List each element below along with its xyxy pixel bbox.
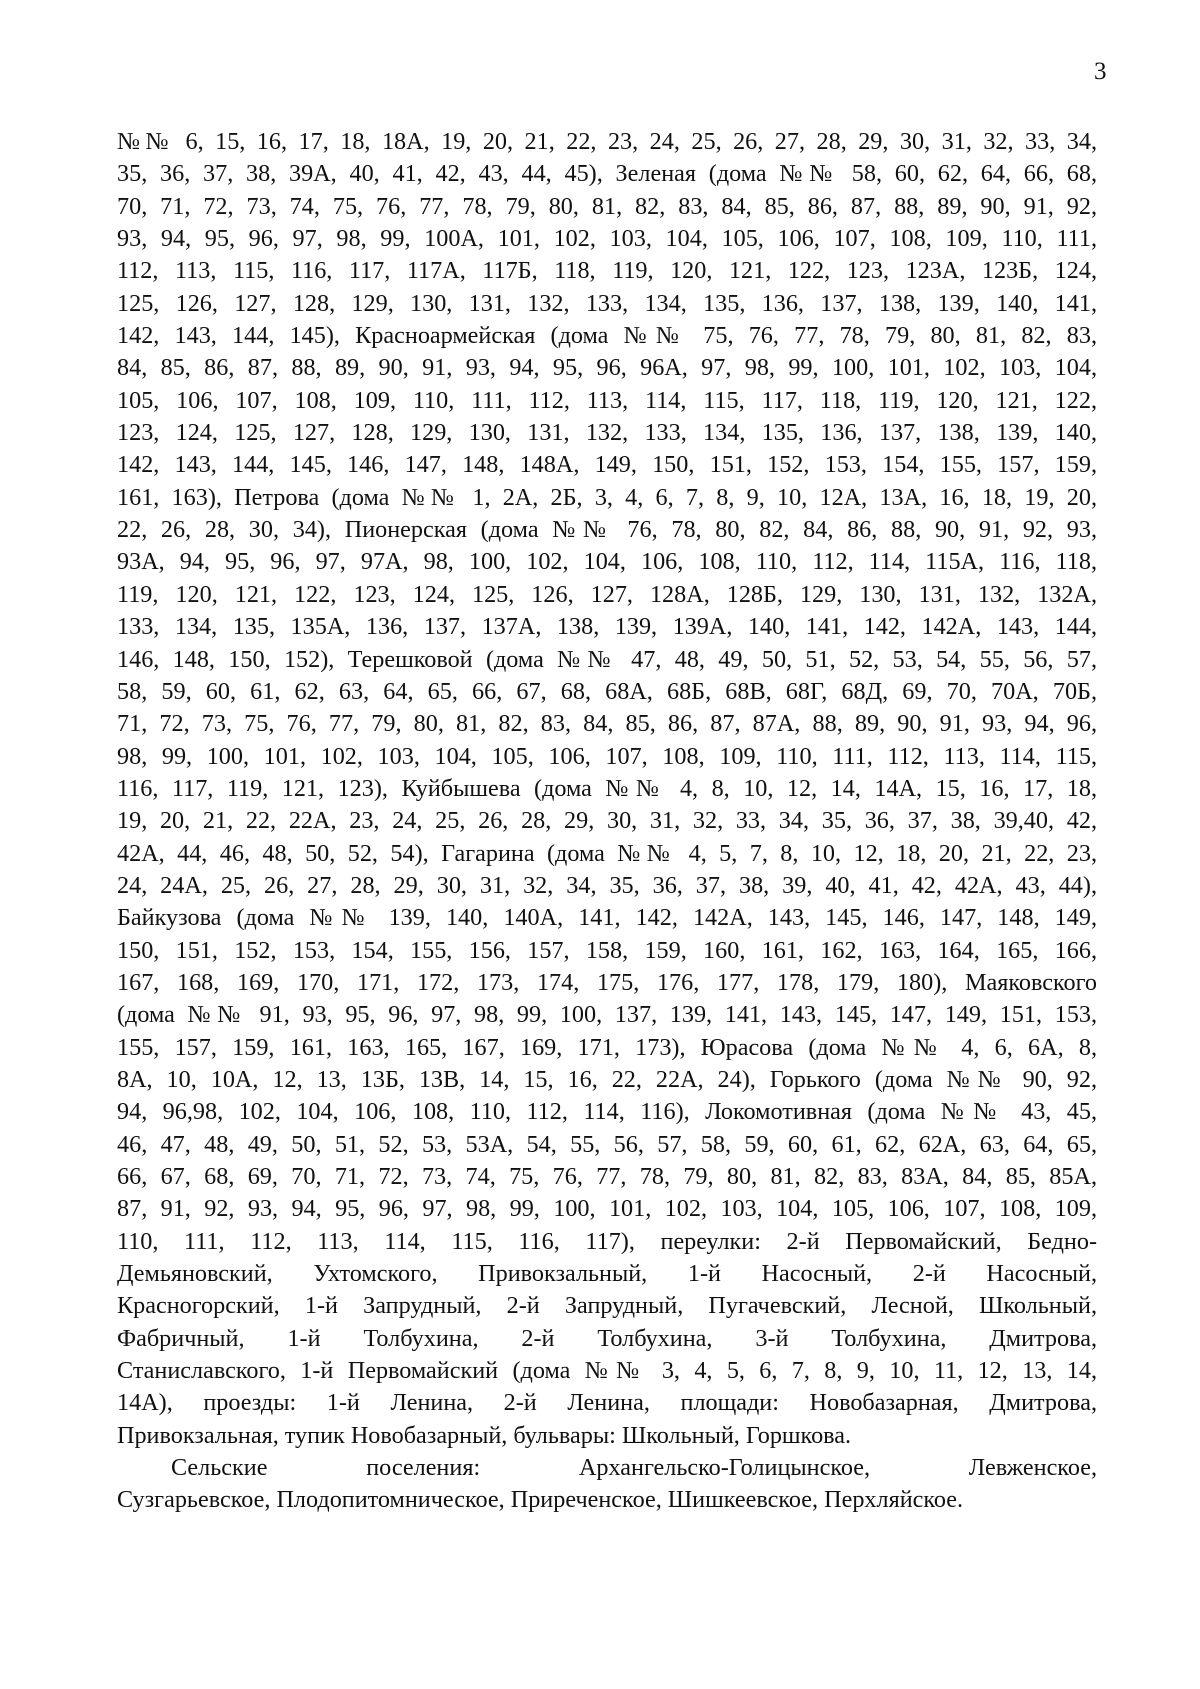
text-line: 46, 47, 48, 49, 50, 51, 52, 53, 53А, 54, 55, 56, 57, 58, 59, 60, 61, 62, 62А, 63, 64, 65, — [117, 1130, 1097, 1158]
text-line: 84, 85, 86, 87, 88, 89, 90, 91, 93, 94, 95, 96, 96А, 97, 98, 99, 100, 101, 102, 103, 104, — [117, 354, 1097, 382]
text-line: 150, 151, 152, 153, 154, 155, 156, 157, 158, 159, 160, 161, 162, 163, 164, 165, 166, — [117, 936, 1097, 964]
text-line: №№ 6, 15, 16, 17, 18, 18А, 19, 20, 21, 22, 23, 24, 25, 26, 27, 28, 29, 30, 31, 32, 33, 34, — [117, 128, 1097, 155]
text-line: Байкузова (дома №№ 139, 140, 140А, 141, 142, 142А, 143, 145, 146, 147, 148, 149, — [117, 904, 1097, 932]
text-line: 8А, 10, 10А, 12, 13, 13Б, 13В, 14, 15, 16, 22, 22А, 24), Горького (дома №№ 90, 92, — [117, 1065, 1097, 1093]
text-line: 142, 143, 144, 145, 146, 147, 148, 148А, 149, 150, 151, 152, 153, 154, 155, 157, 159, — [117, 451, 1097, 479]
document-body — [117, 126, 1097, 1517]
text-line: 93, 94, 95, 96, 97, 98, 99, 100А, 101, 102, 103, 104, 105, 106, 107, 108, 109, 110, 111, — [117, 225, 1097, 253]
text-line: 42А, 44, 46, 48, 50, 52, 54), Гагарина (дома №№ 4, 5, 7, 8, 10, 12, 18, 20, 21, 22, 23, — [117, 839, 1097, 867]
text-line: Демьяновский, Ухтомского, Привокзальный, 1-й Насосный, 2-й Насосный, — [117, 1260, 1097, 1288]
text-line: 22, 26, 28, 30, 34), Пионерская (дома №№ 76, 78, 80, 82, 84, 86, 88, 90, 91, 92, 93, — [117, 516, 1097, 544]
text-line: Станиславского, 1-й Первомайский (дома №№ 3, 4, 5, 6, 7, 8, 9, 10, 11, 12, 13, 14, — [117, 1357, 1097, 1385]
text-line: Сельские поселения: Архангельско-Голицынское, Левженское, — [171, 1454, 1097, 1482]
text-line: 94, 96,98, 102, 104, 106, 108, 110, 112, 114, 116), Локомотивная (дома №№ 43, 45, — [117, 1098, 1097, 1126]
text-line: 155, 157, 159, 161, 163, 165, 167, 169, 171, 173), Юрасова (дома №№ 4, 6, 6А, 8, — [117, 1033, 1097, 1061]
address-list-paragraph — [117, 126, 1097, 1452]
text-line: Привокзальная, тупик Новобазарный, бульвары: Школьный, Горшкова. — [117, 1421, 852, 1449]
text-line: 14А), проезды: 1-й Ленина, 2-й Ленина, площади: Новобазарная, Дмитрова, — [117, 1389, 1097, 1417]
text-line: 35, 36, 37, 38, 39А, 40, 41, 42, 43, 44, 45), Зеленая (дома №№ 58, 60, 62, 64, 66, 68, — [117, 160, 1097, 188]
text-line: 125, 126, 127, 128, 129, 130, 131, 132, 133, 134, 135, 136, 137, 138, 139, 140, 141, — [117, 289, 1097, 317]
text-line: Сузгарьевское, Плодопитомническое, Приреченское, Шишкеевское, Перхляйское. — [117, 1486, 964, 1514]
text-line: 93А, 94, 95, 96, 97, 97А, 98, 100, 102, 104, 106, 108, 110, 112, 114, 115А, 116, 118, — [117, 548, 1097, 576]
rural-settlements-paragraph — [117, 1452, 1097, 1517]
page-number: 3 — [1094, 58, 1107, 85]
text-line: 24, 24А, 25, 26, 27, 28, 29, 30, 31, 32, 34, 35, 36, 37, 38, 39, 40, 41, 42, 42А, 43, 44), — [117, 871, 1097, 899]
text-line: 105, 106, 107, 108, 109, 110, 111, 112, 113, 114, 115, 117, 118, 119, 120, 121, 122, — [117, 386, 1097, 414]
text-line: (дома №№ 91, 93, 95, 96, 97, 98, 99, 100, 137, 139, 141, 143, 145, 147, 149, 151, 153, — [117, 1001, 1097, 1029]
text-line: 119, 120, 121, 122, 123, 124, 125, 126, 127, 128А, 128Б, 129, 130, 131, 132, 132А, — [117, 580, 1097, 608]
text-line: Фабричный, 1-й Толбухина, 2-й Толбухина, 3-й Толбухина, Дмитрова, — [117, 1324, 1097, 1352]
text-line: 110, 111, 112, 113, 114, 115, 116, 117), переулки: 2-й Первомайский, Бедно- — [117, 1227, 1097, 1255]
text-line: 98, 99, 100, 101, 102, 103, 104, 105, 106, 107, 108, 109, 110, 111, 112, 113, 114, 115, — [117, 742, 1097, 770]
text-line: 146, 148, 150, 152), Терешковой (дома №№ 47, 48, 49, 50, 51, 52, 53, 54, 55, 56, 57, — [117, 645, 1097, 673]
text-line: 123, 124, 125, 127, 128, 129, 130, 131, 132, 133, 134, 135, 136, 137, 138, 139, 140, — [117, 419, 1097, 447]
text-line: 116, 117, 119, 121, 123), Куйбышева (дома №№ 4, 8, 10, 12, 14, 14А, 15, 16, 17, 18, — [117, 774, 1097, 802]
text-line: Красногорский, 1-й Запрудный, 2-й Запрудный, Пугачевский, Лесной, Школьный, — [117, 1292, 1097, 1320]
text-line: 70, 71, 72, 73, 74, 75, 76, 77, 78, 79, 80, 81, 82, 83, 84, 85, 86, 87, 88, 89, 90, 91, 92, — [117, 192, 1097, 220]
text-line: 58, 59, 60, 61, 62, 63, 64, 65, 66, 67, 68, 68А, 68Б, 68В, 68Г, 68Д, 69, 70, 70А, 70Б, — [117, 677, 1097, 705]
text-line: 167, 168, 169, 170, 171, 172, 173, 174, 175, 176, 177, 178, 179, 180), Маяковского — [117, 968, 1097, 996]
text-line: 161, 163), Петрова (дома №№ 1, 2А, 2Б, 3, 4, 6, 7, 8, 9, 10, 12А, 13А, 16, 18, 19, 20, — [117, 483, 1097, 511]
text-line: 112, 113, 115, 116, 117, 117А, 117Б, 118, 119, 120, 121, 122, 123, 123А, 123Б, 124, — [117, 257, 1097, 285]
text-line: 19, 20, 21, 22, 22А, 23, 24, 25, 26, 28, 29, 30, 31, 32, 33, 34, 35, 36, 37, 38, 39,40, 42, — [117, 807, 1097, 835]
text-line: 87, 91, 92, 93, 94, 95, 96, 97, 98, 99, 100, 101, 102, 103, 104, 105, 106, 107, 108, 109, — [117, 1195, 1097, 1223]
text-line: 66, 67, 68, 69, 70, 71, 72, 73, 74, 75, 76, 77, 78, 79, 80, 81, 82, 83, 83А, 84, 85, 85А, — [117, 1163, 1097, 1190]
text-line: 133, 134, 135, 135А, 136, 137, 137А, 138, 139, 139А, 140, 141, 142, 142А, 143, 144, — [117, 613, 1097, 641]
text-line: 142, 143, 144, 145), Красноармейская (дома №№ 75, 76, 77, 78, 79, 80, 81, 82, 83, — [117, 322, 1097, 350]
text-line: 71, 72, 73, 75, 76, 77, 79, 80, 81, 82, 83, 84, 85, 86, 87, 87А, 88, 89, 90, 91, 93, 94, 96, — [117, 710, 1097, 738]
